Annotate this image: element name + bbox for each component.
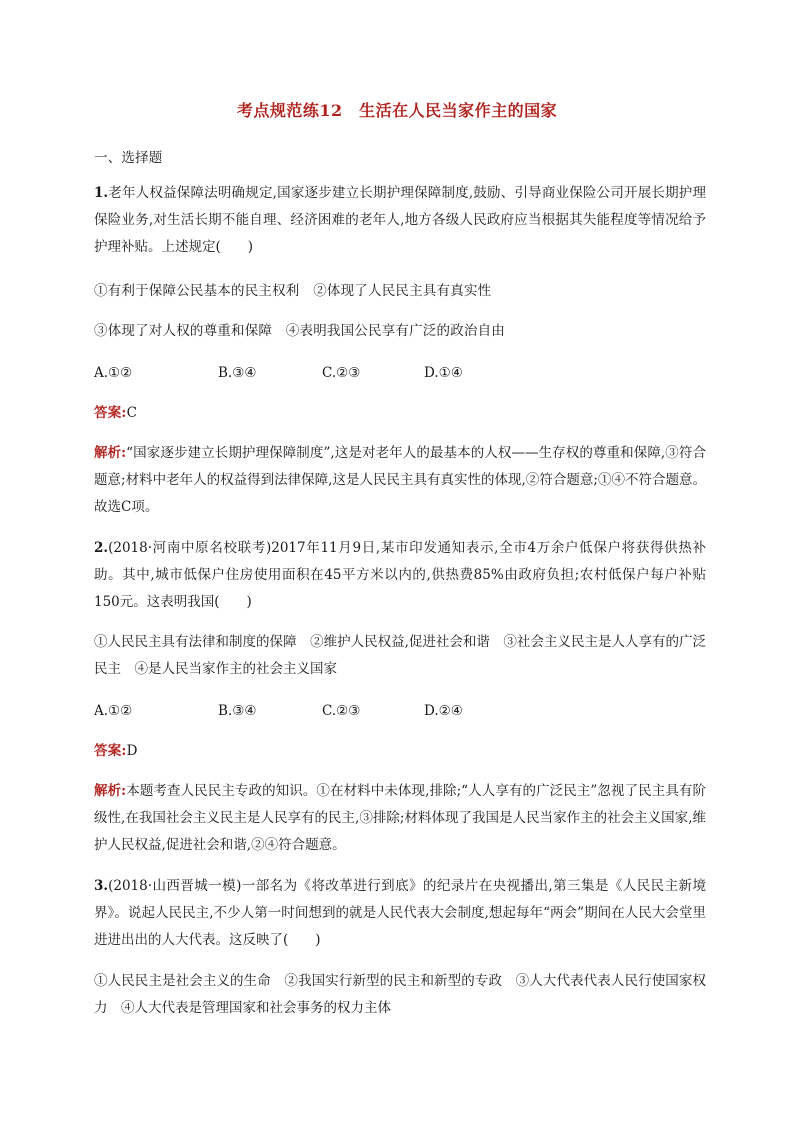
question-1-stem xyxy=(94,180,706,261)
analysis-text: “国家逐步建立长期护理保障制度”,这是对老年人的最基本的人权——生存权的尊重和保障,③符合题意;材料中老年人的权益得到法律保障,这是人民民主具有真实性的体现,②符合题意;①④不符合题意。故选C项。 xyxy=(94,445,706,515)
question-2-statements: ①人民民主具有法律和制度的保障 ②维护人民权益,促进社会和谐 ③社会主义民主是人人享有的广泛民主 ④是人民当家作主的社会主义国家 xyxy=(94,634,706,677)
question-1-text: 老年人权益保障法明确规定,国家逐步建立长期护理保障制度,鼓励、引导商业保险公司开展长期护理保险业务,对生活长期不能自理、经济困难的老年人,地方各级人民政府应当根据其失能程度等情况给予护理补贴。上述规定( ) xyxy=(94,185,706,255)
question-1-statements-a: ①有利于保障公民基本的民主权利 ②体现了人民民主具有真实性 xyxy=(94,283,492,299)
question-1-number: 1. xyxy=(94,185,109,201)
q2-option-d: D.②④ xyxy=(424,703,463,719)
question-3-number: 3. xyxy=(94,878,109,894)
q1-option-a: A.①② xyxy=(94,365,133,381)
q1-option-c: C.②③ xyxy=(322,365,361,381)
q2-option-a: A.①② xyxy=(94,703,133,719)
section-heading: 一、选择题 xyxy=(94,150,163,166)
q1-option-b: B.③④ xyxy=(218,365,257,381)
analysis-label: 解析: xyxy=(94,783,127,799)
analysis-label: 解析: xyxy=(94,445,127,461)
answer-label: 答案: xyxy=(94,743,127,759)
answer-value: C xyxy=(126,405,138,421)
question-3-text: (2018·山西晋城一模)一部名为《将改革进行到底》的纪录片在央视播出,第三集是《人民民主新境界》。说起人民民主,不少人第一时间想到的就是人民代表大会制度,想起每年“两会”期间在人民大会堂里进进出出的人大代表。这反映了( ) xyxy=(94,878,706,948)
analysis-text: 本题考查人民民主专政的知识。①在材料中未体现,排除;“人人享有的广泛民主”忽视了民主具有阶级性,在我国社会主义民主是人民享有的民主,③排除;材料体现了我国是人民当家作主的社会主义国家,维护人民权益,促进社会和谐,②④符合题意。 xyxy=(94,783,706,853)
question-3-statements: ①人民民主是社会主义的生命 ②我国实行新型的民主和新型的专政 ③人大代表代表人民行使国家权力 ④人大代表是管理国家和社会事务的权力主体 xyxy=(94,973,706,1016)
question-1-statements-b: ③体现了对人权的尊重和保障 ④表明我国公民享有广泛的政治自由 xyxy=(94,323,505,339)
question-2-analysis xyxy=(94,778,706,859)
q2-option-c: C.②③ xyxy=(322,703,361,719)
question-2-text: (2018·河南中原名校联考)2017年11月9日,某市印发通知表示,全市4万余户低保户将获得供热补助。其中,城市低保户住房使用面积在45平方米以内的,供热费85%由政府负担;农村低保户每户补贴150元。这表明我国( ) xyxy=(94,540,706,610)
answer-label: 答案: xyxy=(94,405,127,421)
question-2-stem xyxy=(94,535,706,616)
q1-option-d: D.①④ xyxy=(424,365,463,381)
question-2-number: 2. xyxy=(94,540,109,556)
question-1-analysis xyxy=(94,440,706,521)
answer-value: D xyxy=(126,743,138,759)
document-title: 考点规范练12 生活在人民当家作主的国家 xyxy=(236,101,558,120)
q2-option-b: B.③④ xyxy=(218,703,257,719)
question-3-stem xyxy=(94,873,706,954)
question-1-answer xyxy=(94,403,704,423)
question-2-answer xyxy=(94,741,704,761)
